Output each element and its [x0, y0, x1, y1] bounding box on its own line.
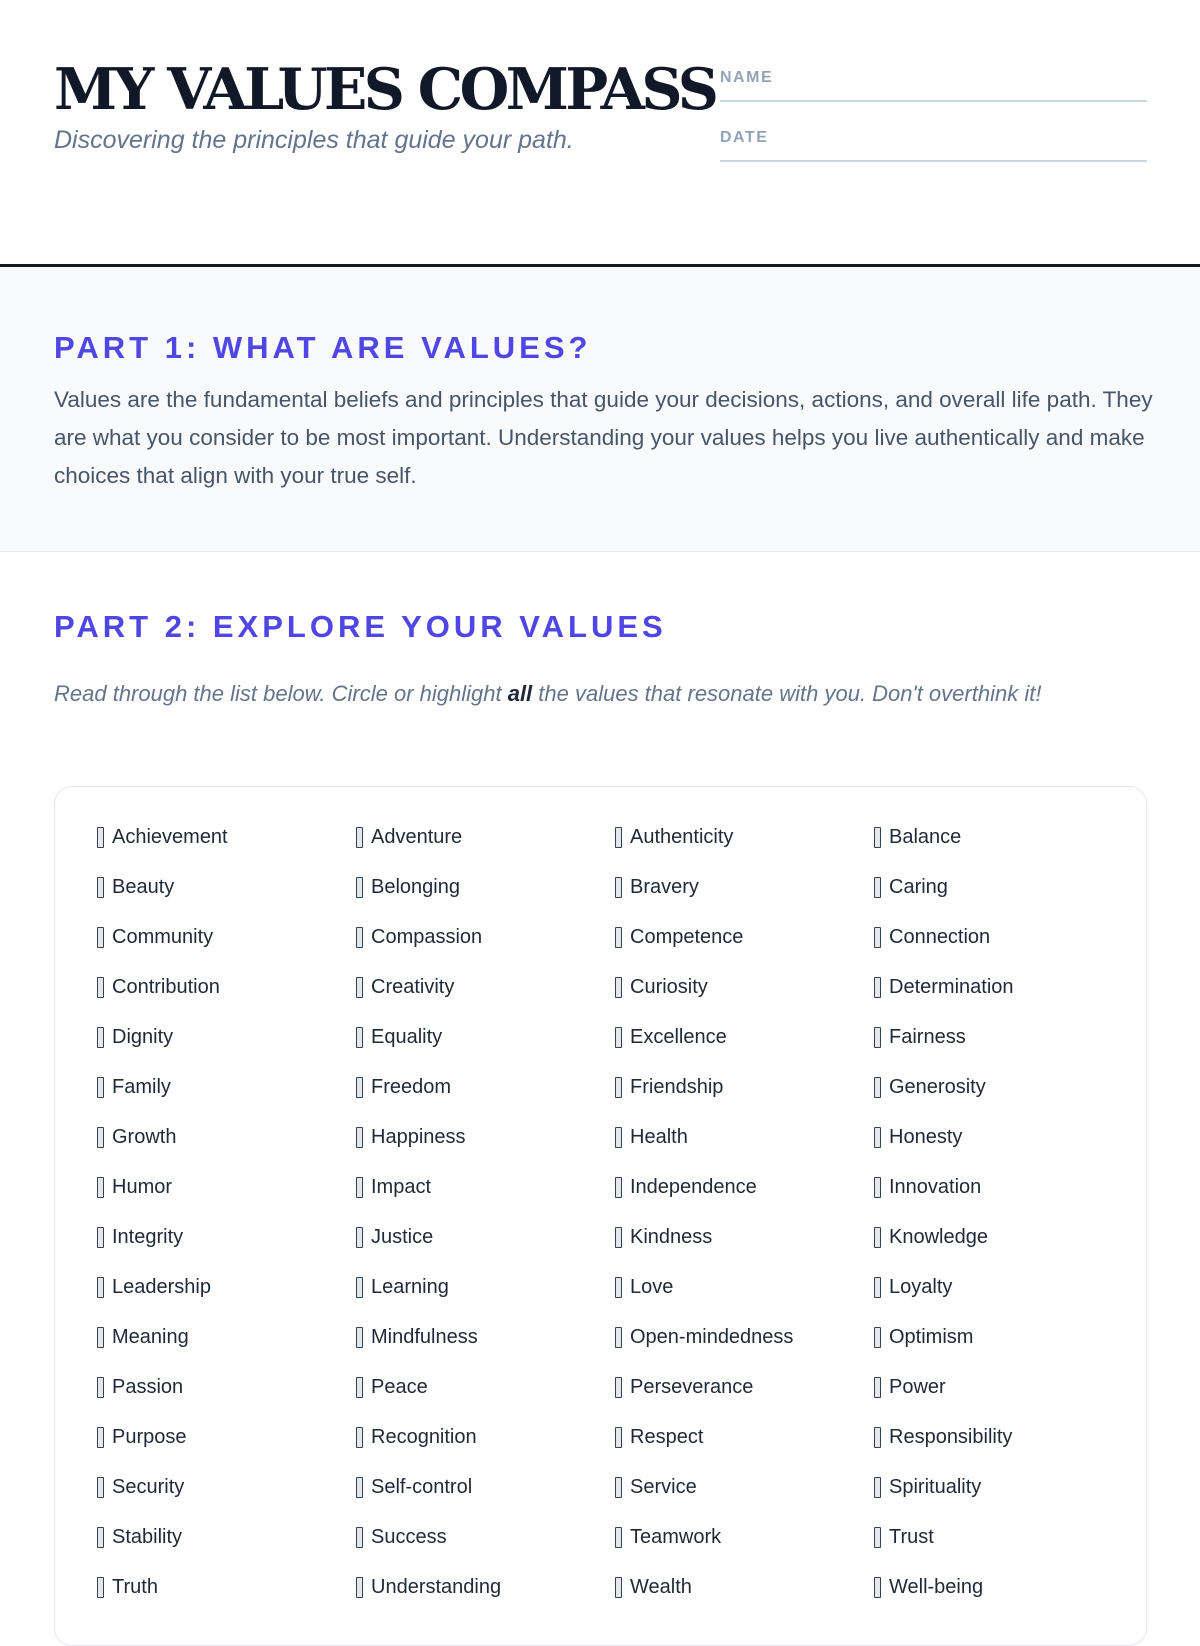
checkbox-icon[interactable] — [97, 1077, 104, 1098]
value-label: Innovation — [889, 1175, 982, 1198]
checkbox-icon[interactable] — [874, 1577, 881, 1598]
value-label: Trust — [889, 1525, 934, 1548]
value-label: Responsibility — [889, 1425, 1013, 1448]
value-label: Well-being — [889, 1575, 984, 1598]
value-item[interactable] — [615, 1262, 874, 1312]
value-label: Recognition — [371, 1425, 477, 1448]
value-item[interactable] — [874, 1062, 1133, 1112]
value-item[interactable] — [97, 1012, 356, 1062]
checkbox-icon[interactable] — [356, 1277, 363, 1298]
value-item[interactable] — [97, 1112, 356, 1162]
value-label: Caring — [889, 875, 948, 898]
value-item[interactable] — [97, 812, 356, 862]
values-card — [54, 786, 1147, 1646]
value-item[interactable] — [874, 1362, 1133, 1412]
value-item[interactable] — [356, 1112, 615, 1162]
value-label: Authenticity — [630, 825, 734, 848]
value-label: Love — [630, 1275, 674, 1298]
value-item[interactable] — [356, 1312, 615, 1362]
value-label: Adventure — [371, 825, 463, 848]
checkbox-icon[interactable] — [874, 1327, 881, 1348]
value-item[interactable] — [615, 1462, 874, 1512]
value-item[interactable] — [615, 1362, 874, 1412]
name-field-label: NAME — [720, 69, 774, 86]
value-label: Independence — [630, 1175, 757, 1198]
checkbox-icon[interactable] — [874, 1427, 881, 1448]
value-label: Respect — [630, 1425, 704, 1448]
checkbox-icon[interactable] — [97, 1027, 104, 1048]
value-item[interactable] — [615, 1212, 874, 1262]
part2-instructions — [54, 677, 1154, 711]
value-item[interactable] — [356, 1512, 615, 1562]
value-label: Service — [630, 1475, 697, 1498]
checkbox-icon[interactable] — [615, 1327, 622, 1348]
checkbox-icon[interactable] — [97, 927, 104, 948]
value-label: Competence — [630, 925, 744, 948]
checkbox-icon[interactable] — [356, 1077, 363, 1098]
checkbox-icon[interactable] — [874, 1277, 881, 1298]
value-item[interactable] — [356, 862, 615, 912]
value-label: Power — [889, 1375, 946, 1398]
part1-section — [0, 267, 1200, 552]
checkbox-icon[interactable] — [615, 1377, 622, 1398]
checkbox-icon[interactable] — [874, 1177, 881, 1198]
value-label: Connection — [889, 925, 991, 948]
page-subtitle: Discovering the principles that guide your path. — [54, 126, 574, 154]
checkbox-icon[interactable] — [615, 1477, 622, 1498]
checkbox-icon[interactable] — [615, 1027, 622, 1048]
value-item[interactable] — [356, 1562, 615, 1612]
value-label: Achievement — [112, 825, 228, 848]
value-item[interactable] — [97, 1362, 356, 1412]
checkbox-icon[interactable] — [615, 1227, 622, 1248]
value-label: Fairness — [889, 1025, 966, 1048]
value-label: Optimism — [889, 1325, 974, 1348]
checkbox-icon[interactable] — [874, 1027, 881, 1048]
value-label: Generosity — [889, 1075, 986, 1098]
value-label: Family — [112, 1075, 171, 1098]
value-label: Friendship — [630, 1075, 724, 1098]
checkbox-icon[interactable] — [356, 1427, 363, 1448]
value-label: Impact — [371, 1175, 432, 1198]
value-label: Purpose — [112, 1425, 187, 1448]
checkbox-icon[interactable] — [356, 1577, 363, 1598]
page-title: MY VALUES COMPASS — [54, 56, 716, 123]
checkbox-icon[interactable] — [615, 1177, 622, 1198]
value-label: Perseverance — [630, 1375, 754, 1398]
name-field[interactable] — [720, 68, 1147, 102]
checkbox-icon[interactable] — [97, 1427, 104, 1448]
value-label: Integrity — [112, 1225, 184, 1248]
value-item[interactable] — [97, 1412, 356, 1462]
value-label: Curiosity — [630, 975, 708, 998]
value-label: Growth — [112, 1125, 177, 1148]
value-label: Learning — [371, 1275, 449, 1298]
checkbox-icon[interactable] — [356, 977, 363, 998]
value-label: Determination — [889, 975, 1014, 998]
value-label: Teamwork — [630, 1525, 722, 1548]
checkbox-icon[interactable] — [356, 1127, 363, 1148]
value-label: Stability — [112, 1525, 183, 1548]
value-item[interactable] — [874, 1512, 1133, 1562]
checkbox-icon[interactable] — [356, 1327, 363, 1348]
value-item[interactable] — [874, 862, 1133, 912]
value-label: Balance — [889, 825, 962, 848]
date-field[interactable] — [720, 128, 1147, 162]
checkbox-icon[interactable] — [97, 1527, 104, 1548]
checkbox-icon[interactable] — [874, 827, 881, 848]
checkbox-icon[interactable] — [615, 927, 622, 948]
value-label: Wealth — [630, 1575, 692, 1598]
value-label: Happiness — [371, 1125, 466, 1148]
value-label: Open-mindedness — [630, 1325, 794, 1348]
value-label: Equality — [371, 1025, 443, 1048]
checkbox-icon[interactable] — [874, 1377, 881, 1398]
checkbox-icon[interactable] — [874, 1077, 881, 1098]
value-item[interactable] — [615, 862, 874, 912]
value-label: Community — [112, 925, 214, 948]
value-label: Peace — [371, 1375, 428, 1398]
value-item[interactable] — [874, 1312, 1133, 1362]
value-label: Justice — [371, 1225, 434, 1248]
value-item[interactable] — [356, 962, 615, 1012]
value-item[interactable] — [97, 1312, 356, 1362]
checkbox-icon[interactable] — [615, 977, 622, 998]
value-label: Knowledge — [889, 1225, 988, 1248]
checkbox-icon[interactable] — [356, 1377, 363, 1398]
checkbox-icon[interactable] — [356, 927, 363, 948]
checkbox-icon[interactable] — [97, 1277, 104, 1298]
value-item[interactable] — [97, 1212, 356, 1262]
value-label: Creativity — [371, 975, 455, 998]
value-label: Truth — [112, 1575, 158, 1598]
value-item[interactable] — [615, 1112, 874, 1162]
checkbox-icon[interactable] — [356, 1477, 363, 1498]
checkbox-icon[interactable] — [356, 1527, 363, 1548]
value-item[interactable] — [356, 1412, 615, 1462]
value-item[interactable] — [874, 812, 1133, 862]
part1-heading: PART 1: WHAT ARE VALUES? — [54, 330, 592, 365]
value-item[interactable] — [356, 1362, 615, 1412]
checkbox-icon[interactable] — [615, 1077, 622, 1098]
checkbox-icon[interactable] — [615, 877, 622, 898]
checkbox-icon[interactable] — [97, 827, 104, 848]
value-item[interactable] — [356, 1012, 615, 1062]
checkbox-icon[interactable] — [356, 1227, 363, 1248]
value-label: Security — [112, 1475, 185, 1498]
value-item[interactable] — [874, 1212, 1133, 1262]
value-item[interactable] — [356, 1262, 615, 1312]
checkbox-icon[interactable] — [97, 1227, 104, 1248]
value-item[interactable] — [615, 912, 874, 962]
checkbox-icon[interactable] — [97, 1377, 104, 1398]
value-item[interactable] — [615, 812, 874, 862]
checkbox-icon[interactable] — [97, 1327, 104, 1348]
checkbox-icon[interactable] — [874, 977, 881, 998]
checkbox-icon[interactable] — [356, 827, 363, 848]
checkbox-icon[interactable] — [874, 1227, 881, 1248]
checkbox-icon[interactable] — [356, 877, 363, 898]
instructions-text-end: the values that resonate with you. Don't overthink it! — [532, 681, 1042, 706]
value-label: Success — [371, 1525, 447, 1548]
value-item[interactable] — [874, 912, 1133, 962]
checkbox-icon[interactable] — [615, 1427, 622, 1448]
value-item[interactable] — [615, 1562, 874, 1612]
values-grid — [97, 812, 1137, 1612]
value-item[interactable] — [356, 1162, 615, 1212]
checkbox-icon[interactable] — [874, 1127, 881, 1148]
value-item[interactable] — [874, 1012, 1133, 1062]
value-item[interactable] — [97, 1262, 356, 1312]
value-item[interactable] — [356, 1062, 615, 1112]
value-label: Belonging — [371, 875, 460, 898]
value-label: Mindfulness — [371, 1325, 478, 1348]
value-item[interactable] — [97, 1512, 356, 1562]
value-label: Compassion — [371, 925, 483, 948]
value-label: Honesty — [889, 1125, 963, 1148]
part2-heading: PART 2: EXPLORE YOUR VALUES — [54, 609, 667, 644]
value-item[interactable] — [874, 962, 1133, 1012]
value-label: Beauty — [112, 875, 175, 898]
checkbox-icon[interactable] — [615, 1127, 622, 1148]
instructions-text-start: Read through the list below. Circle or highlight — [54, 681, 508, 706]
value-label: Leadership — [112, 1275, 211, 1298]
value-item[interactable] — [356, 1212, 615, 1262]
checkbox-icon[interactable] — [97, 1577, 104, 1598]
value-label: Passion — [112, 1375, 184, 1398]
value-item[interactable] — [97, 1462, 356, 1512]
instructions-emphasis: all — [507, 681, 533, 706]
value-label: Loyalty — [889, 1275, 953, 1298]
value-item[interactable] — [874, 1412, 1133, 1462]
checkbox-icon[interactable] — [615, 1527, 622, 1548]
checkbox-icon[interactable] — [97, 877, 104, 898]
checkbox-icon[interactable] — [97, 1177, 104, 1198]
value-item[interactable] — [615, 1412, 874, 1462]
checkbox-icon[interactable] — [97, 977, 104, 998]
checkbox-icon[interactable] — [874, 1527, 881, 1548]
value-label: Self-control — [371, 1475, 473, 1498]
checkbox-icon[interactable] — [874, 927, 881, 948]
value-label: Humor — [112, 1175, 173, 1198]
value-label: Health — [630, 1125, 688, 1148]
value-item[interactable] — [97, 1162, 356, 1212]
value-label: Dignity — [112, 1025, 174, 1048]
date-field-label: DATE — [720, 129, 769, 146]
checkbox-icon[interactable] — [874, 1477, 881, 1498]
value-item[interactable] — [874, 1162, 1133, 1212]
value-item[interactable] — [356, 912, 615, 962]
value-item[interactable] — [356, 812, 615, 862]
checkbox-icon[interactable] — [97, 1127, 104, 1148]
value-item[interactable] — [615, 1012, 874, 1062]
value-label: Spirituality — [889, 1475, 982, 1498]
value-label: Bravery — [630, 875, 699, 898]
checkbox-icon[interactable] — [356, 1177, 363, 1198]
value-item[interactable] — [97, 912, 356, 962]
value-item[interactable] — [874, 1262, 1133, 1312]
value-item[interactable] — [97, 1562, 356, 1612]
value-item[interactable] — [615, 1162, 874, 1212]
value-item[interactable] — [874, 1562, 1133, 1612]
value-label: Meaning — [112, 1325, 189, 1348]
value-item[interactable] — [615, 1312, 874, 1362]
value-item[interactable] — [874, 1112, 1133, 1162]
value-item[interactable] — [615, 1512, 874, 1562]
checkbox-icon[interactable] — [874, 877, 881, 898]
checkbox-icon[interactable] — [615, 1277, 622, 1298]
value-item[interactable] — [97, 1062, 356, 1112]
value-item[interactable] — [97, 862, 356, 912]
value-item[interactable] — [615, 962, 874, 1012]
part1-body: Values are the fundamental beliefs and principles that guide your decisions, actions, and overall life path. They are what you consider to be most important. Understanding your values helps you live authentically and make choices that align with your true self. — [54, 387, 1153, 488]
checkbox-icon[interactable] — [615, 1577, 622, 1598]
checkbox-icon[interactable] — [97, 1477, 104, 1498]
value-label: Contribution — [112, 975, 220, 998]
value-item[interactable] — [97, 962, 356, 1012]
value-item[interactable] — [356, 1462, 615, 1512]
value-label: Freedom — [371, 1075, 452, 1098]
value-label: Kindness — [630, 1225, 713, 1248]
value-label: Understanding — [371, 1575, 502, 1598]
worksheet-header — [0, 0, 1200, 267]
checkbox-icon[interactable] — [615, 827, 622, 848]
value-item[interactable] — [874, 1462, 1133, 1512]
checkbox-icon[interactable] — [356, 1027, 363, 1048]
value-label: Excellence — [630, 1025, 727, 1048]
value-item[interactable] — [615, 1062, 874, 1112]
